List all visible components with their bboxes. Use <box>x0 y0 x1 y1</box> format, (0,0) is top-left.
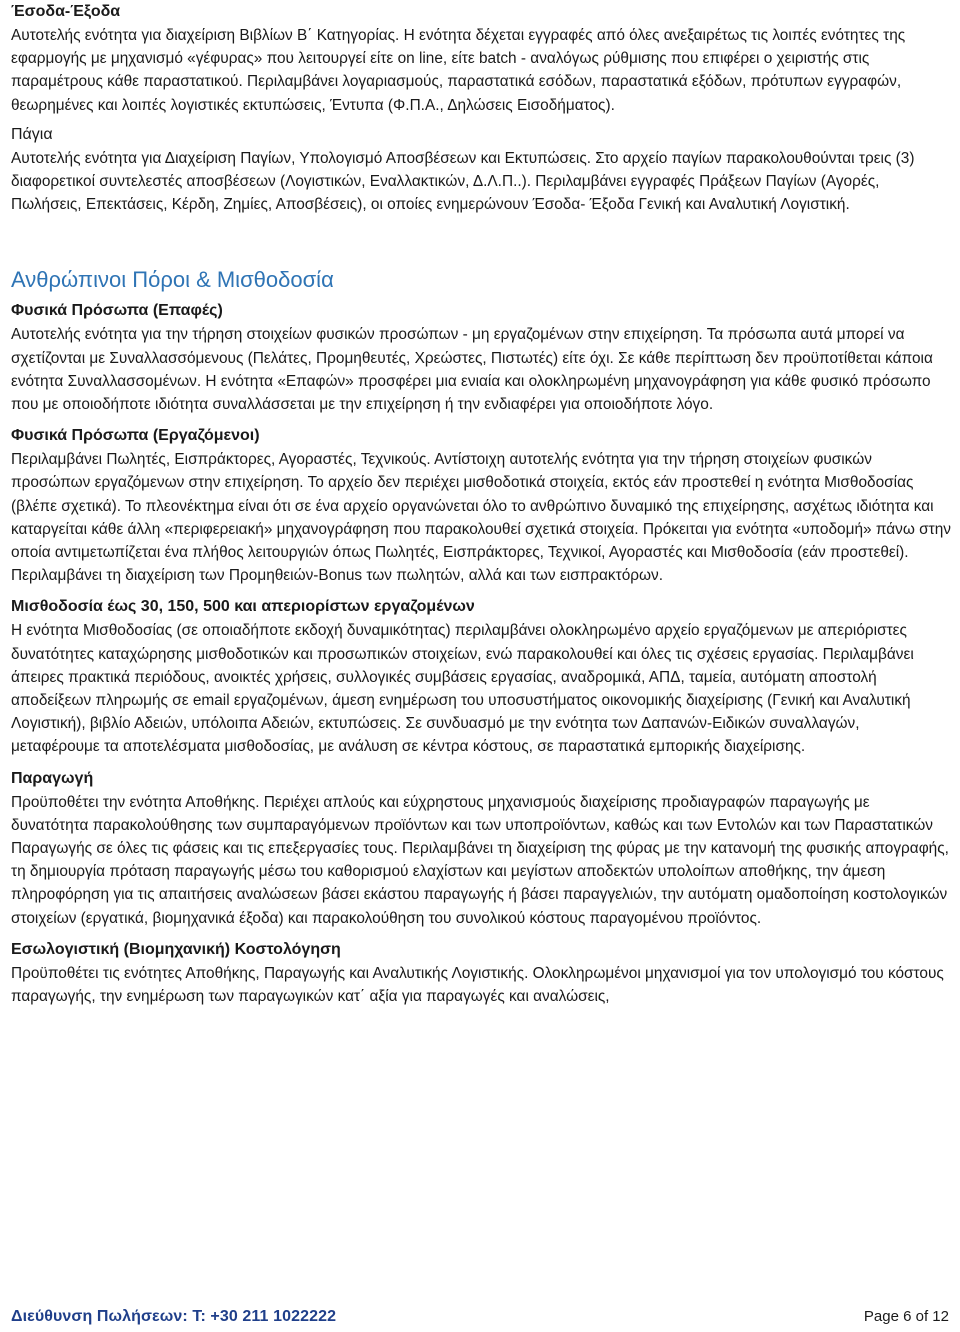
paragraph-fysika-ergazomenoi: Περιλαμβάνει Πωλητές, Εισπράκτορες, Αγοραστές, Τεχνικούς. Αντίστοιχη αυτοτελής ενότητα για την τήρηση στοιχείων φυσικών προσώπων εργαζόμενων στην επιχείρηση. Το αρχείο δεν περιέχει μισθοδοτικά στοιχεία, εκτός εάν προστεθεί η ενότητα Μισθοδοσίας (βλέπε σχετικά). Το πλεονέκτημα είναι ότι σε ένα αρχείο οργανώνεται όλο το ανθρώπινο δυναμικό της επιχείρησης, ασχέτως ιδιότητα και καταργείται κάθε άλλη «περιφερειακή» μηχανογράφηση που παρακολουθεί σχετικά στοιχεία. Πρόκειται για ενότητα «υποδομή» πάνω στην οποία αντιμετωπίζεται ένα πλήθος λειτουργιών όπως Πωλητές, Εισπράκτορες, Τεχνικοί, Αγοραστές και Μισθοδοσία (εάν προστεθεί). Περιλαμβάνει τη διαχείριση των Προμηθειών-Bonus των πωλητών, αλλά και των εισπρακτόρων. <box>11 451 951 585</box>
paragraph-pagia: Αυτοτελής ενότητα για Διαχείριση Παγίων, Υπολογισμό Αποσβέσεων και Εκτυπώσεις. Στο αρχείο παγίων παρακολουθούνται τρεις (3) διαφορετικοί συντελεστές αποσβέσεων (Λογιστικών, Εναλλακτικών, Δ.Λ.Π..). Περιλαμβάνει εγγραφές Πράξεων Παγίων (Αγορές, Πωλήσεις, Επεκτάσεις, Κέρδη, Ζημίες, Αποσβέσεις), οι οποίες ενημερώνουν Έσοδα- Έξοδα Γενική και Αναλυτική Λογιστική. <box>11 149 915 214</box>
section-title-hr: Ανθρώπινοι Πόροι & Μισθοδοσία <box>11 267 334 293</box>
heading-pagia: Πάγια <box>11 125 53 143</box>
heading-paragogi: Παραγωγή <box>11 769 94 787</box>
heading-esoda-exoda: Έσοδα-Έξοδα <box>11 3 121 20</box>
heading-esologistiki: Εσωλογιστική (Βιομηχανική) Κοστολόγηση <box>11 940 341 958</box>
paragraph-misthodosia: Η ενότητα Μισθοδοσίας (σε οποιαδήποτε εκδοχή δυναμικότητας) περιλαμβάνει ολοκληρωμένο αρχείο εργαζόμενων με απεριόριστες δυνατότητες καταχώρησης μισθοδοτικών και προσωπικών στοιχείων, ενώ παρακολουθεί και όλες τις σχέσεις εργασίας. Περιλαμβάνει άπειρες πρακτικά περιόδους, ανοικτές χρήσεις, συλλογικές συμβάσεις εργασίας, αναδρομικά, ΑΠΔ, ταμεία, αυτόματη αποστολή αποδείξεων πληρωμής σε email εργαζομένων, άμεση ενημέρωση του υποσυστήματος οικονομικής διαχείρισης (Γενική και Αναλυτική Λογιστική), βιβλίο Αδειών, υπόλοιπα Αδειών, εκτυπώσεις. Σε συνδυασμό με την ενότητα των Δαπανών-Ειδικών συναλλαγών, μεταφέρουμε τα αποτελέσματα μισθοδοσίας, με ανάλυση σε κέντρα κόστους, σε παραστατικά εμπορικής διαχείρισης. <box>11 622 914 756</box>
paragraph-esoda-exoda: Αυτοτελής ενότητα για διαχείριση Βιβλίων Β΄ Κατηγορίας. Η ενότητα δέχεται εγγραφές από όλες ανεξαιρέτως τις λοιπές ενότητες της εφαρμογής με μηχανισμό «γέφυρας» που λειτουργεί είτε on line, είτε batch - αναλόγως ρύθμισης που επιφέρει ο χειριστής στις παραμέτρους κάθε παραστατικού. Περιλαμβάνει λογαριασμούς, παραστατικά εσόδων, παραστατικά εξόδων, πρότυπων εγγραφών, θεωρημένες και λοιπές λογιστικές εκτυπώσεις, Έντυπα (Φ.Π.Α., Δηλώσεις Εισοδήματος). <box>11 27 906 114</box>
heading-misthodosia: Μισθοδοσία έως 30, 150, 500 και απεριορίστων εργαζομένων <box>11 598 475 616</box>
heading-fysika-ergazomenoi: Φυσικά Πρόσωπα (Εργαζόμενοι) <box>11 427 260 445</box>
page-footer <box>11 1308 949 1332</box>
document-page <box>11 0 951 1008</box>
footer-page-number: Page 6 of 12 <box>863 1308 949 1325</box>
footer-sales-contact: Διεύθυνση Πωλήσεων: Τ: +30 211 1022222 <box>11 1308 337 1325</box>
heading-fysika-epafes: Φυσικά Πρόσωπα (Επαφές) <box>11 302 223 320</box>
paragraph-fysika-epafes: Αυτοτελής ενότητα για την τήρηση στοιχείων φυσικών προσώπων - μη εργαζομένων στην επιχείρηση. Τα πρόσωπα αυτά μπορεί να σχετίζονται με Συναλλασσόμενους (Πελάτες, Προμηθευτές, Χρεώστες, Πιστωτές) είτε όχι. Σε κάθε περίπτωση δεν προϋποτίθεται κάποια ενότητα Συναλλασσομένων. Η ενότητα «Επαφών» προσφέρει μια ενιαία και ολοκληρωμένη μηχανογράφηση για κάθε φυσικό πρόσωπο που με οποιοδήποτε ιδιότητα συναλλάσσεται με την επιχείρηση ή την ενδιαφέρει για οποιοδήποτε λόγο. <box>11 326 933 414</box>
paragraph-paragogi: Προϋποθέτει την ενότητα Αποθήκης. Περιέχει απλούς και εύχρηστους μηχανισμούς διαχείρισης προδιαγραφών παραγωγής με δυνατότητα παρακολούθησης των συμπαραγόμενων προϊόντων και των υποπροϊόντων, καθώς και των Εντολών και των Παραστατικών Παραγωγής σε όλες τις φάσεις και τις επεξεργασίες τους. Περιλαμβάνει τη διαχείριση της φύρας με την κατανομή της φυσικής απογραφής, τη δημιουργία πρόταση παραγωγής μέσω του καθορισμού ελαχίστων και μεγίστων αποδεκτών υπολοίπων αποθήκης, την άμεση πληροφόρηση για τις απαιτήσεις αναλώσεων βάσει εκάστου παραγωγής ή βάσει παραγγελιών, την αυτόματη ομαδοποίηση κοστολογικών στοιχείων (εργατικά, βιομηχανικά έξοδα) και παρακολούθηση του συνολικού κόστους παραγομένου προϊόντος. <box>11 793 949 927</box>
paragraph-esologistiki: Προϋποθέτει τις ενότητες Αποθήκης, Παραγωγής και Αναλυτικής Λογιστικής. Ολοκληρωμένοι μηχανισμοί για τον υπολογισμό του κόστους παραγωγής, την ενημέρωση των παραγωγικών κατ΄ αξία για παραγωγές και αναλώσεις, <box>11 964 944 1006</box>
